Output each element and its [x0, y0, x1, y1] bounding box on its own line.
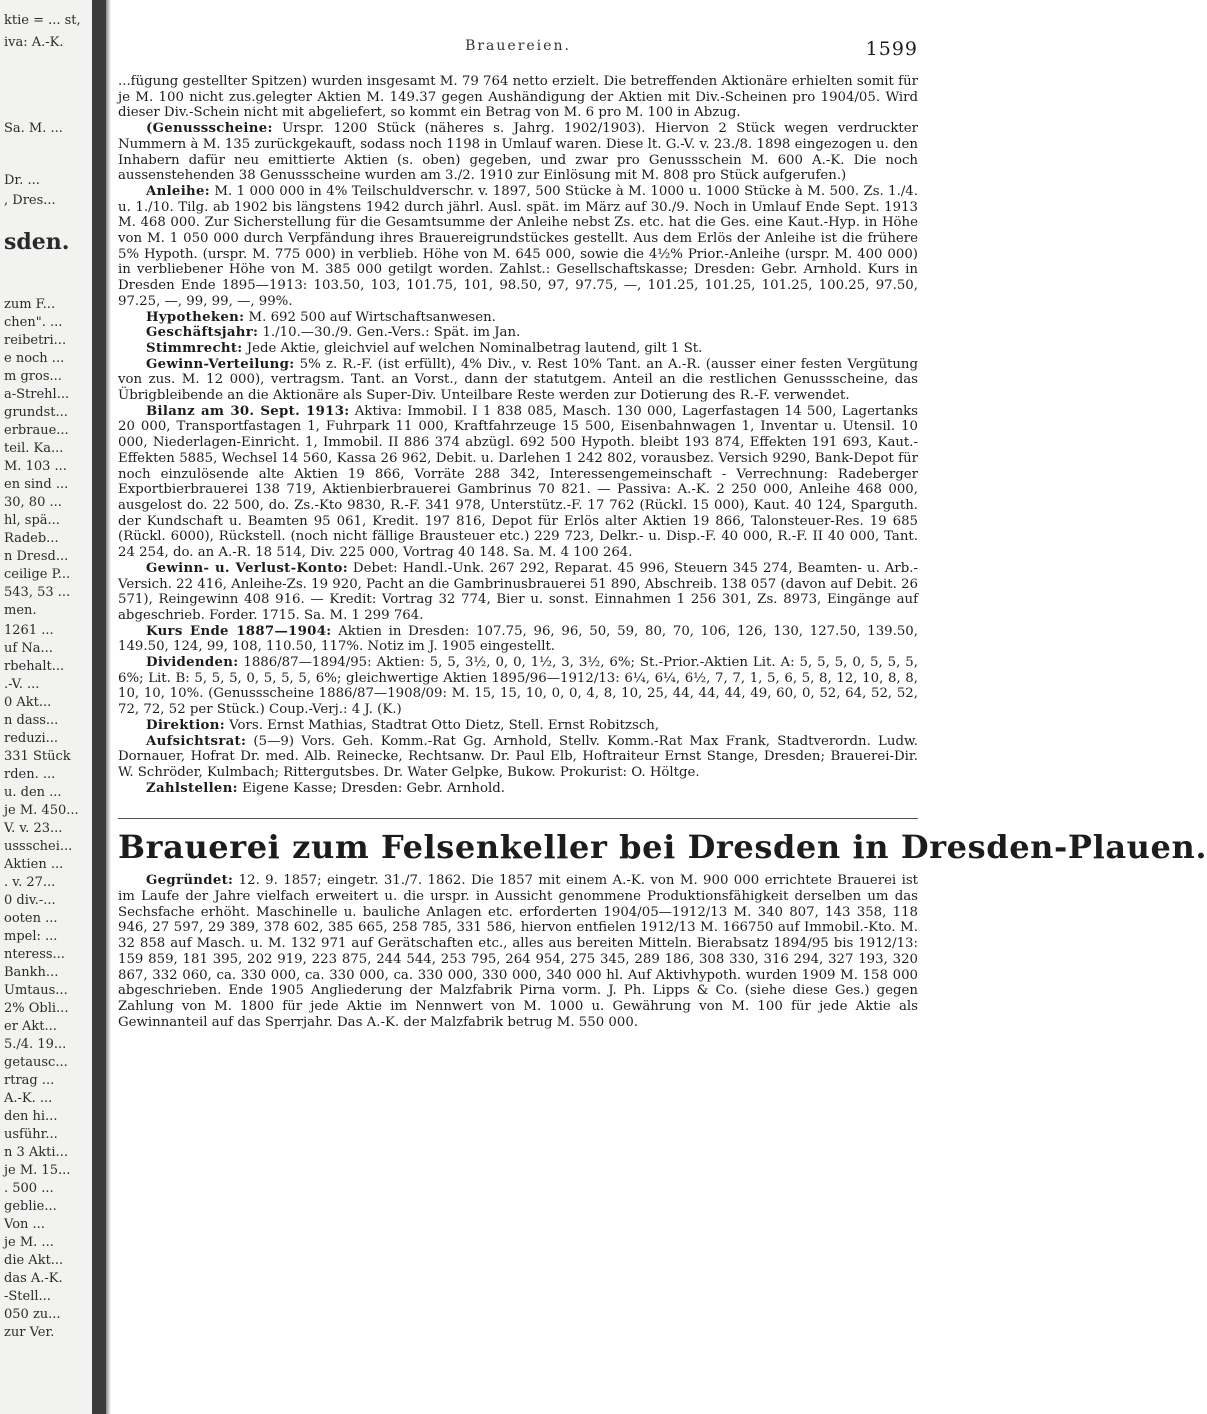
section-term: Zahlstellen: [146, 780, 238, 796]
prev-fragment: 30, 80 ... [4, 495, 62, 510]
entry-divider [118, 818, 918, 819]
prev-fragment: V. v. 23... [4, 821, 63, 836]
section-term: Aufsichtsrat: [146, 733, 247, 749]
book-gutter [92, 0, 106, 1414]
paragraph [118, 357, 918, 404]
company-entry-body [118, 873, 918, 1030]
prev-fragment: -Stell... [4, 1289, 51, 1304]
section-term: Gegründet: [146, 873, 234, 889]
paragraph [118, 325, 918, 341]
section-term: Hypotheken: [146, 309, 245, 325]
section-term: Bilanz am 30. Sept. 1913: [146, 403, 350, 419]
prev-fragment: reduzi... [4, 731, 59, 746]
prev-fragment: das A.-K. [4, 1271, 63, 1286]
prev-fragment: chen". ... [4, 315, 63, 330]
paragraph [118, 655, 918, 718]
paragraph-text: (5—9) Vors. Geh. Komm.-Rat Gg. Arnhold, Stellv. Komm.-Rat Max Frank, Stadtverordn. Ludw. Dornauer, Hofrat Dr. med. Alb. Reinecke, Rechtsanw. Dr. Paul Elb, Hoftraiteur Ernst Stange, Dresden; Brauerei-Dir. W. Schröder, Kulmbach; Rittergutsbes. Dr. Water Gelpke, Bukow. Prokurist: O. Höltge. [118, 733, 918, 780]
prev-fragment: n 3 Akti... [4, 1145, 68, 1160]
prev-fragment: uf Na... [4, 641, 53, 656]
prev-fragment: nteress... [4, 947, 65, 962]
prev-fragment: 1261 ... [4, 623, 54, 638]
prev-fragment: A.-K. ... [4, 1091, 53, 1106]
prev-fragment: Von ... [4, 1217, 45, 1232]
page-header [118, 38, 918, 74]
running-title: Brauereien. [465, 38, 571, 54]
prev-fragment: ussschei... [4, 839, 73, 854]
prev-fragment: rbehalt... [4, 659, 65, 674]
paragraph-text: M. 692 500 auf Wirtschaftsanwesen. [244, 309, 496, 325]
paragraph-text: ...fügung gestellter Spitzen) wurden insgesamt M. 79 764 netto erzielt. Die betreffenden Aktionäre erhielten somit für je M. 100 nicht zus.gelegter Aktien M. 149.37 gegen Aushändigung der Aktien mit Div.-Scheinen pro 1904/05. Wird dieser Div.-Schein nicht mit abgeliefert, so kommt ein Betrag von M. 6 pro M. 100 in Abzug. [118, 74, 918, 121]
prev-fragment: usführ... [4, 1127, 58, 1142]
paragraph [118, 184, 918, 310]
prev-fragment: ceilige P... [4, 567, 71, 582]
paragraph [118, 873, 918, 1030]
prev-fragment: en sind ... [4, 477, 69, 492]
prev-fragment: Radeb... [4, 531, 59, 546]
section-term: Geschäftsjahr: [146, 325, 259, 341]
prev-fragment: ooten ... [4, 911, 58, 926]
prev-fragment: m gros... [4, 369, 62, 384]
prev-fragment: erbraue... [4, 423, 69, 438]
section-term: Gewinn-Verteilung: [146, 356, 295, 372]
paragraph-text: 1./10.—30./9. Gen.-Vers.: Spät. im Jan. [258, 325, 521, 341]
prev-fragment: rtrag ... [4, 1073, 55, 1088]
paragraph [118, 734, 918, 781]
prev-fragment: teil. Ka... [4, 441, 64, 456]
prev-fragment: die Akt... [4, 1253, 64, 1268]
page-number: 1599 [865, 38, 918, 60]
prev-fragment: getausc... [4, 1055, 68, 1070]
paragraph-text: 12. 9. 1857; eingetr. 31./7. 1862. Die 1857 mit einem A.-K. von M. 900 000 errichtete Brauerei ist im Laufe der Jahre vielfach erweitert u. die urspr. in Aussicht genommene Produktionsfähigkeit derselben um das Sechsfache erhöht. Maschinelle u. bauliche Anlagen etc. erforderten 1904/05—1912/13 M. 340 807, 143 358, 118 946, 27 597, 29 389, 378 602, 385 665, 258 785, 331 586, hiervon entfielen 1912/13 M. 166750 auf Immobil.-Kto. M. 32 858 auf Masch. u. M. 132 971 auf Gerätschaften etc., alles aus bereiten Mitteln. Bierabsatz 1894/95 bis 1912/13: 159 859, 181 395, 202 919, 223 875, 244 544, 253 795, 264 954, 275 345, 289 186, 308 330, 316 294, 327 193, 320 867, 332 060, ca. 330 000, ca. 330 000, ca. 330 000, 330 000, 340 000 hl. Auf Aktivhypoth. wurden 1909 M. 158 000 abgeschrieben. Ende 1905 Angliederung der Malzfabrik Pirna vorm. J. Ph. Lipps & Co. (siehe diese Ges.) gegen Zahlung von M. 1800 für jede Aktie im Nennwert von M. 1000 u. Gewährung von M. 100 für jede Aktie als Gewinnanteil auf das Sperrjahr. Das A.-K. der Malzfabrik betrug M. 550 000. [118, 873, 918, 1030]
prev-fragment: men. [4, 603, 37, 618]
paragraph-text: Vors. Ernst Mathias, Stadtrat Otto Dietz, Stell. Ernst Robitzsch, [224, 717, 660, 733]
paragraph [118, 121, 918, 184]
prev-fragment: je M. ... [4, 1235, 54, 1250]
prev-fragment: , Dres... [4, 193, 56, 208]
paragraph-text: 1886/87—1894/95: Aktien: 5, 5, 3½, 0, 0, 1½, 3, 3½, 6%; St.-Prior.-Aktien Lit. A: 5, 5, 5, 0, 5, 5, 5, 6%; Lit. B: 5, 5, 5, 0, 5, 5, 5, 6%; gleichwertige Aktien 1895/96—1912/13: 6¼, 6¼, 6½, 7, 7, 1, 5, 6, 5, 8, 12, 10, 8, 8, 10, 10, 10%. (Genussscheine 1886/87—1908/09: M. 15, 15, 10, 0, 0, 4, 8, 10, 25, 44, 44, 44, 49, 60, 0, 52, 64, 52, 52, 72, 72, 52 per Stück.) Coup.-Verj.: 4 J. (K.) [118, 655, 918, 718]
gutter-shadow [106, 0, 111, 1414]
prev-fragment: n Dresd... [4, 549, 69, 564]
prev-fragment: M. 103 ... [4, 459, 67, 474]
prev-fragment: er Akt... [4, 1019, 57, 1034]
prev-fragment: e noch ... [4, 351, 65, 366]
paragraph [118, 718, 918, 734]
prev-fragment: 5./4. 19... [4, 1037, 67, 1052]
paragraph-text: Eigene Kasse; Dresden: Gebr. Arnhold. [237, 780, 505, 796]
prev-fragment: zum F... [4, 297, 56, 312]
prev-fragment: Dr. ... [4, 173, 40, 188]
prev-fragment: geblie... [4, 1199, 57, 1214]
section-term: Stimmrecht: [146, 340, 243, 356]
prev-fragment: je M. 15... [4, 1163, 71, 1178]
prev-fragment: grundst... [4, 405, 68, 420]
prev-fragment: 2% Obli... [4, 1001, 69, 1016]
prev-fragment: hl, spä... [4, 513, 60, 528]
prev-fragment: reibetri... [4, 333, 67, 348]
paragraph-text: M. 1 000 000 in 4% Teilschuldverschr. v. 1897, 500 Stücke à M. 1000 u. 1000 Stücke à M. 500. Zs. 1./4. u. 1./10. Tilg. ab 1902 bis längstens 1942 durch jährl. Ausl. spät. im März auf 30./9. Noch in Umlauf Ende Sept. 1913 M. 468 000. Zur Sicherstellung für die Gesamtsumme der Anleihe nebst Zs. etc. hat die Ges. eine Kaut.-Hyp. in Höhe von M. 1 050 000 durch Verpfändung ihres Brauereigrundstückes gestellt. Aus dem Erlös der Anleihe ist die frühere 5% Hypoth. (urspr. M. 775 000) in verblieb. Höhe von M. 645 000, sowie die 4½% Prior.-Anleihe (urspr. M. 400 000) in verbliebener Höhe von M. 385 000 getilgt worden. Zahlst.: Gesellschaftskasse; Dresden: Gebr. Arnhold. Kurs in Dresden Ende 1895—1913: 103.50, 103, 101.75, 101, 98.50, 97, 97.75, —, 101.25, 101.25, 101.25, 100.25, 97.50, 97.25, —, 99, 99, —, 99%. [118, 183, 918, 309]
prev-fragment: n dass... [4, 713, 59, 728]
prev-fragment: 331 Stück [4, 749, 71, 764]
previous-page-strip [0, 0, 92, 1414]
section-term: Anleihe: [146, 183, 210, 199]
company-heading: Brauerei zum Felsenkeller bei Dresden in Dresden-Plauen. [118, 828, 1207, 867]
section-term: Gewinn- u. Verlust-Konto: [146, 560, 348, 576]
prev-fragment: je M. 450... [4, 803, 79, 818]
paragraph-text: Jede Aktie, gleichviel auf welchen Nominalbetrag lautend, gilt 1 St. [242, 340, 703, 356]
prev-fragment: Umtaus... [4, 983, 68, 998]
paragraph-text: Debet: Handl.-Unk. 267 292, Reparat. 45 996, Steuern 345 274, Beamten- u. Arb.-Versich. 22 416, Anleihe-Zs. 19 920, Pacht an die Gambrinusbrauerei 51 890, Abschreib. 138 057 (davon auf Debit. 26 571), Reingewinn 408 916. — Kredit: Vortrag 32 774, Bier u. sonst. Einnahmen 1 256 301, Zs. 8973, Eingänge auf abgeschrieb. Forder. 1715. Sa. M. 1 299 764. [118, 560, 918, 623]
prev-fragment: den hi... [4, 1109, 58, 1124]
prev-fragment: zur Ver. [4, 1325, 55, 1340]
prev-fragment: Sa. M. ... [4, 121, 63, 136]
prev-fragment: mpel: ... [4, 929, 58, 944]
paragraph [118, 74, 918, 121]
section-term: Kurs Ende 1887—1904: [146, 623, 332, 639]
paragraph-text: 5% z. R.-F. (ist erfüllt), 4% Div., v. Rest 10% Tant. an A.-R. (ausser einer festen Vergütung von zus. M. 12 000), vertragsm. Tant. an Vorst., dann der statutgem. Anteil an die restlichen Genussscheine, das Übrigbleibende an die Aktionäre als Super-Div. Unteilbare Reste werden zur Dotierung des R.-F. verwendet. [118, 356, 918, 404]
paragraph [118, 624, 918, 655]
paragraph [118, 781, 918, 797]
prev-fragment: . v. 27... [4, 875, 56, 890]
prev-fragment: iva: A.-K. [4, 35, 64, 50]
prev-fragment: a-Strehl... [4, 387, 70, 402]
prev-fragment: ktie = ... st, [4, 13, 81, 28]
prev-fragment: . 500 ... [4, 1181, 54, 1196]
section-term: Direktion: [146, 717, 225, 733]
prev-fragment: u. den ... [4, 785, 62, 800]
paragraph [118, 310, 918, 326]
paragraph [118, 561, 918, 624]
paragraph-text: Aktien in Dresden: 107.75, 96, 96, 50, 59, 80, 70, 106, 126, 130, 127.50, 139.50, 149.50, 124, 99, 108, 110.50, 117%. Notiz im J. 1905 eingestellt. [118, 623, 918, 655]
paragraph [118, 404, 918, 561]
prev-fragment: Aktien ... [4, 857, 64, 872]
prev-fragment: 0 Akt... [4, 695, 52, 710]
prev-fragment: Bankh... [4, 965, 59, 980]
paragraph-text: Urspr. 1200 Stück (näheres s. Jahrg. 1902/1903). Hiervon 2 Stück wegen verdruckter Nummern à M. 135 zurückgekauft, sodass noch 1198 in Umlauf waren. Diese lt. G.-V. v. 23./8. 1898 eingezogen u. den Inhabern dafür neu emittierte Aktien (s. oben) gegeben, und zwar pro Genussschein M. 600 A.-K. Die noch aussenstehenden 38 Genussscheine wurden am 3./2. 1910 zur Einlösung mit M. 808 pro Stück aufgerufen.) [118, 121, 918, 184]
section-term: Dividenden: [146, 655, 239, 671]
prev-fragment: 0 div.-... [4, 893, 56, 908]
paragraph-text: Aktiva: Immobil. I 1 838 085, Masch. 130 000, Lagerfastagen 14 500, Lagertanks 20 000, Transportfastagen 1, Fuhrpark 11 000, Kraftfahrzeuge 15 500, Eisenbahnwagen 1, Inventar u. Utensil. 10 000, Niederlagen-Einricht. 1, Immobil. II 886 374 abzügl. 692 500 Hypoth. bleibt 193 874, Effekten 191 693, Kaut.-Effekten 5885, Wechsel 14 560, Kassa 26 962, Debit. u. Darlehen 1 242 802, vorausbez. Versich 9290, Bank-Depot für noch einzulösende alte Aktien 19 866, Vorräte 288 342, Interessengemeinschaft - Verrechnung: Radeberger Exportbierbrauerei 138 719, Aktienbierbrauerei Gambrinus 70 821. — Passiva: A.-K. 2 250 000, Anleihe 468 000, ausgelost do. 22 500, do. Zs.-Kto 9830, R.-F. 341 978, Unterstütz.-F. 17 762 (Rückl. 15 000), Kaut. 40 124, Sparguth. der Kundschaft u. Beamten 95 061, Kredit. 197 816, Depot für Erlös alter Aktien 19 866, Talonsteuer-Res. 19 685 (Rückl. 6000), Rückstell. (noch nicht fällige Brausteuer etc.) 229 723, Delkr.- u. Disp.-F. 40 000, R.-F. II 40 000, Tant. 24 254, do. an A.-R. 18 514, Div. 225 000, Vortrag 40 148. Sa. M. 4 100 264. [118, 403, 919, 561]
document-page [118, 38, 1207, 1030]
prev-fragment: rden. ... [4, 767, 56, 782]
prev-fragment: .-V. ... [4, 677, 40, 692]
prev-fragment: 543, 53 ... [4, 585, 71, 600]
prev-fragment: 050 zu... [4, 1307, 61, 1322]
section-term: (Genussscheine: [146, 121, 273, 137]
entry-body [118, 74, 918, 796]
paragraph [118, 341, 918, 357]
prev-fragment: sden. [4, 229, 70, 255]
